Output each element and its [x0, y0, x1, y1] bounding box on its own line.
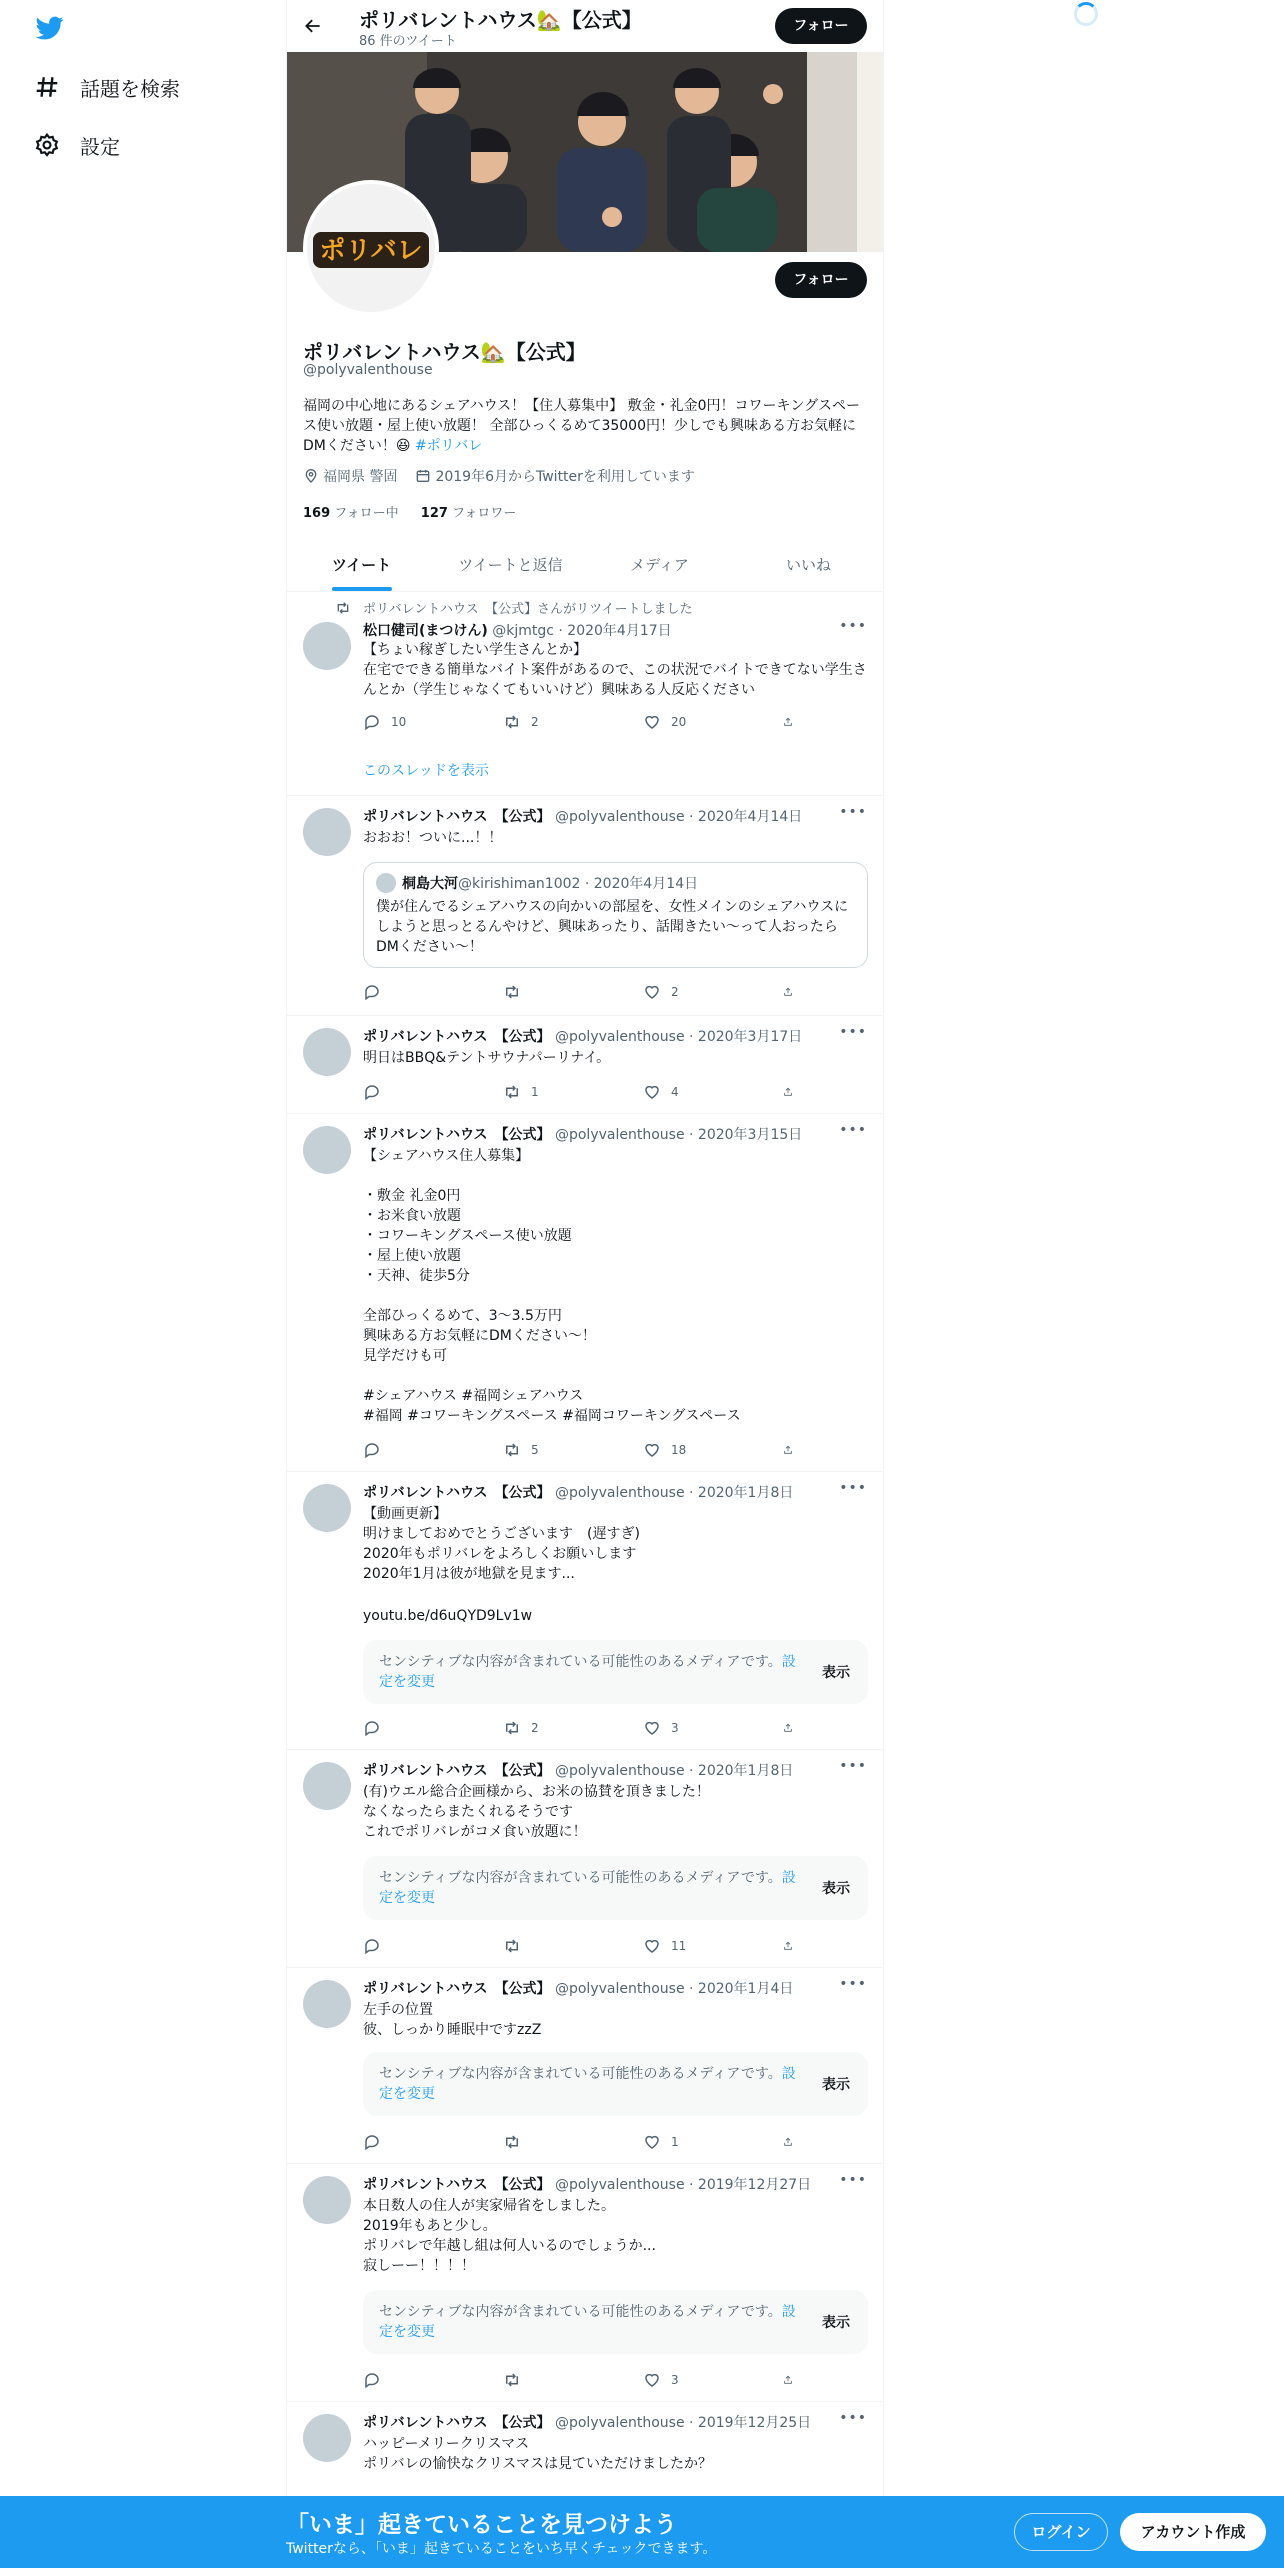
avatar[interactable] — [303, 2414, 351, 2462]
tweet[interactable] — [287, 1472, 883, 1750]
author-name[interactable]: ポリバレントハウス 【公式】 — [363, 1127, 551, 1143]
retweet-context — [363, 598, 693, 617]
avatar[interactable] — [303, 1762, 351, 1810]
change-settings-link[interactable]: 設定を変更 — [379, 1870, 796, 1906]
like-button[interactable] — [643, 2132, 753, 2152]
profile-avatar[interactable] — [303, 180, 439, 316]
reply-button[interactable] — [363, 1082, 473, 1102]
retweet-button[interactable] — [503, 2370, 613, 2390]
author-name[interactable]: ポリバレントハウス 【公式】 — [363, 1763, 551, 1779]
retweet-button[interactable] — [503, 1718, 613, 1738]
profile-bio-text: 福岡の中心地にあるシェアハウス！【住人募集中】 敷金・礼金0円！コワーキングスペース使い放題・屋上使い放題！ 全部ひっくるめて35000円！少しでも興味ある方お気軽にDMください！😆 — [303, 398, 860, 454]
tab-tweets-replies[interactable]: ツイートと返信 — [458, 556, 563, 574]
retweet-icon — [503, 2371, 521, 2389]
followers-link[interactable] — [421, 506, 517, 521]
youtube-link[interactable]: youtu.be/d6uQYD9Lv1w — [363, 1608, 533, 1624]
tweet-header — [363, 806, 802, 826]
sensitive-media-warning — [363, 1856, 868, 1920]
retweet-icon — [335, 600, 351, 616]
avatar[interactable] — [303, 2176, 351, 2224]
share-icon — [783, 713, 793, 731]
tweet[interactable] — [287, 592, 883, 796]
author-name[interactable]: ポリバレントハウス 【公式】 — [363, 1981, 551, 1997]
more-options-icon[interactable]: ••• — [839, 1480, 867, 1496]
tweet[interactable] — [287, 2164, 883, 2402]
sensitive-text — [379, 2064, 799, 2104]
retweet-button[interactable] — [503, 712, 613, 732]
author-name[interactable]: ポリバレントハウス 【公式】 — [363, 2177, 551, 2193]
retweet-button[interactable] — [503, 1936, 613, 1956]
author-name[interactable]: ポリバレントハウス 【公式】 — [363, 809, 551, 825]
change-settings-link[interactable]: 設定を変更 — [379, 2066, 796, 2102]
quoted-tweet-header — [376, 873, 855, 893]
more-options-icon[interactable]: ••• — [839, 1024, 867, 1040]
like-button[interactable] — [643, 982, 753, 1002]
tweet-actions — [363, 1718, 803, 1738]
more-options-icon[interactable]: ••• — [839, 2410, 867, 2426]
sensitive-media-warning — [363, 2052, 868, 2116]
share-icon — [783, 1719, 793, 1737]
show-media-button[interactable]: 表示 — [822, 1881, 850, 1897]
more-options-icon[interactable]: ••• — [839, 1976, 867, 1992]
reply-button[interactable] — [363, 2370, 473, 2390]
nav-explore-label: 話題を検索 — [80, 76, 180, 101]
avatar — [376, 873, 396, 893]
retweet-icon — [503, 1083, 521, 1101]
tweet-text: 本日数人の住人が実家帰省をしました。 2019年もあと少し。 ポリバレで年越し組は何人いるのでしょうか... 寂しーー！！！！ — [363, 2198, 656, 2274]
like-count: 3 — [671, 2373, 679, 2387]
tweet[interactable] — [287, 1016, 883, 1114]
more-options-icon[interactable]: ••• — [839, 2172, 867, 2188]
show-thread-link[interactable]: このスレッドを表示 — [363, 763, 489, 779]
nav-explore[interactable] — [34, 70, 180, 104]
sensitive-media-warning — [363, 1640, 868, 1704]
more-options-icon[interactable]: ••• — [839, 618, 867, 634]
retweet-count: 5 — [531, 1443, 539, 1457]
author-name[interactable]: ポリバレントハウス 【公式】 — [363, 2415, 551, 2431]
sensitive-text — [379, 2302, 799, 2342]
tab-media[interactable]: メディア — [630, 556, 689, 574]
reply-button[interactable] — [363, 1440, 473, 1460]
share-icon — [783, 2133, 793, 2151]
share-button[interactable] — [783, 712, 803, 732]
reply-count: 10 — [391, 715, 407, 729]
like-count: 1 — [671, 2135, 679, 2149]
retweet-icon — [503, 2133, 521, 2151]
retweet-button[interactable] — [503, 1440, 613, 1460]
author-name[interactable]: ポリバレントハウス 【公式】 — [363, 1029, 551, 1045]
left-nav — [0, 0, 286, 2568]
share-button[interactable] — [783, 1936, 803, 1956]
retweet-count: 2 — [531, 1721, 539, 1735]
tweet-header — [363, 1026, 802, 1046]
calendar-icon — [415, 468, 431, 484]
tweet-actions — [363, 2370, 803, 2390]
tweet[interactable] — [287, 1968, 883, 2164]
sensitive-message: センシティブな内容が含まれている可能性のあるメディアです。 — [379, 2066, 782, 2082]
login-button[interactable]: ログイン — [1014, 2513, 1108, 2551]
like-count: 18 — [671, 1443, 687, 1457]
author-name[interactable]: ポリバレントハウス 【公式】 — [363, 1485, 551, 1501]
show-media-button[interactable]: 表示 — [822, 2315, 850, 2331]
tweet-text: おおお！ついに...！！ — [363, 830, 503, 846]
followers-label: フォロワー — [452, 506, 517, 521]
hashtag-links[interactable]: #福岡 #コワーキングスペース #福岡コワーキングスペース — [363, 1408, 741, 1424]
avatar[interactable] — [303, 1126, 351, 1174]
tweet-header — [363, 2412, 811, 2432]
profile-joined: 2019年6月からTwitterを利用しています — [435, 469, 695, 485]
sensitive-message: センシティブな内容が含まれている可能性のあるメディアです。 — [379, 2304, 782, 2320]
profile-handle: @polyvalenthouse — [303, 362, 433, 378]
following-label: フォロー中 — [334, 506, 399, 521]
share-button[interactable] — [783, 1718, 803, 1738]
retweet-button[interactable] — [503, 2132, 613, 2152]
heart-icon — [643, 1719, 661, 1737]
more-options-icon[interactable]: ••• — [839, 1758, 867, 1774]
heart-icon — [643, 1441, 661, 1459]
reply-icon — [363, 2371, 381, 2389]
logo-text: ポリバレ — [319, 236, 423, 266]
sensitive-message: センシティブな内容が含まれている可能性のあるメディアです。 — [379, 1654, 782, 1670]
share-icon — [783, 1083, 793, 1101]
profile-location: 福岡県 警固 — [323, 469, 398, 485]
gear-icon — [34, 132, 60, 158]
reply-icon — [363, 2133, 381, 2151]
tweet-meta: @polyvalenthouse · 2019年12月25日 — [550, 2415, 812, 2431]
share-button[interactable] — [783, 2370, 803, 2390]
tweet-header — [363, 1978, 793, 1998]
like-button[interactable] — [643, 2370, 753, 2390]
like-button[interactable] — [643, 1718, 753, 1738]
like-button[interactable] — [643, 712, 753, 732]
signup-banner — [0, 2496, 1284, 2568]
retweet-icon — [503, 983, 521, 1001]
avatar[interactable] — [303, 1028, 351, 1076]
like-count: 3 — [671, 1721, 679, 1735]
share-button[interactable] — [783, 2132, 803, 2152]
share-icon — [783, 1937, 793, 1955]
header-follow-button[interactable]: フォロー — [775, 8, 867, 44]
reply-button[interactable] — [363, 712, 473, 732]
retweet-icon — [503, 1719, 521, 1737]
quoted-tweet-meta: @kirishiman1002 · 2020年4月14日 — [458, 876, 699, 892]
reply-button[interactable] — [363, 1936, 473, 1956]
share-icon — [783, 1441, 793, 1459]
profile-follow-button[interactable]: フォロー — [775, 262, 867, 298]
hashtag-icon — [34, 74, 60, 100]
twitter-logo-icon[interactable] — [34, 14, 66, 42]
heart-icon — [643, 1937, 661, 1955]
retweet-icon — [503, 1937, 521, 1955]
tweet-meta: @polyvalenthouse · 2020年1月8日 — [550, 1485, 794, 1501]
tweet-meta: @polyvalenthouse · 2020年1月8日 — [550, 1763, 794, 1779]
avatar[interactable] — [303, 1980, 351, 2028]
like-button[interactable] — [643, 1936, 753, 1956]
tweet-text: ハッピーメリークリスマス ポリバレの愉快なクリスマスは見ていただけましたか？ — [363, 2436, 713, 2472]
like-count: 2 — [671, 985, 679, 999]
signup-banner-title: 「いま」起きていることを見つけよう — [286, 2512, 677, 2538]
tweet-actions — [363, 712, 803, 732]
sensitive-text — [379, 1868, 799, 1908]
share-icon — [783, 2371, 793, 2389]
avatar[interactable] — [303, 622, 351, 670]
more-options-icon[interactable]: ••• — [839, 1122, 867, 1138]
followers-count: 127 — [420, 506, 448, 521]
show-media-button[interactable]: 表示 — [822, 1665, 850, 1681]
share-button[interactable] — [783, 1440, 803, 1460]
tweet-header — [363, 1124, 802, 1144]
tweet-meta: @polyvalenthouse · 2020年3月17日 — [550, 1029, 803, 1045]
tweet-header — [363, 1482, 793, 1502]
tab-likes[interactable]: いいね — [785, 556, 831, 574]
following-link[interactable] — [303, 506, 399, 521]
tweet-actions — [363, 982, 803, 1002]
nav-settings[interactable] — [34, 128, 120, 162]
sensitive-message: センシティブな内容が含まれている可能性のあるメディアです。 — [379, 1870, 782, 1886]
retweet-icon — [503, 1441, 521, 1459]
reply-icon — [363, 1719, 381, 1737]
more-options-icon[interactable]: ••• — [839, 804, 867, 820]
retweet-count: 1 — [531, 1085, 539, 1099]
tweet-header — [363, 1760, 793, 1780]
reply-button[interactable] — [363, 982, 473, 1002]
change-settings-link[interactable]: 設定を変更 — [379, 1654, 796, 1690]
change-settings-link[interactable]: 設定を変更 — [379, 2304, 796, 2340]
tweet-meta: @polyvalenthouse · 2020年1月4日 — [550, 1981, 794, 1997]
share-button[interactable] — [783, 1082, 803, 1102]
author-name[interactable]: 松口健司(まつけん) — [363, 623, 488, 639]
retweet-button[interactable] — [503, 1082, 613, 1102]
profile-name: ポリバレントハウス🏡【公式】 — [303, 340, 586, 364]
like-count: 4 — [671, 1085, 679, 1099]
show-media-button[interactable]: 表示 — [822, 2077, 850, 2093]
nav-settings-label: 設定 — [80, 134, 120, 159]
tweet[interactable] — [287, 1750, 883, 1968]
tweet-actions — [363, 2132, 803, 2152]
tweet-meta: @polyvalenthouse · 2020年3月15日 — [550, 1127, 803, 1143]
location-pin-icon — [303, 468, 319, 484]
avatar[interactable] — [303, 808, 351, 856]
avatar[interactable] — [303, 1484, 351, 1532]
heart-icon — [643, 2371, 661, 2389]
tweet-text: 左手の位置 彼、しっかり睡眠中ですzzZ — [363, 2002, 542, 2038]
tweet-text: 明日はBBQ&テントサウナパーリナイ。 — [363, 1050, 611, 1066]
following-count: 169 — [303, 506, 331, 521]
tweet-meta: @kjmtgc · 2020年4月17日 — [487, 623, 672, 639]
back-arrow-icon[interactable] — [299, 12, 327, 40]
like-count: 20 — [671, 715, 687, 729]
quoted-author-name: 桐島大河 — [402, 876, 458, 892]
tab-tweets[interactable]: ツイート — [287, 540, 436, 591]
share-button[interactable] — [783, 982, 803, 1002]
tweet-text: 【シェアハウス住人募集】 ・敷金 礼金0円 ・お米食い放題 ・コワーキングスペース使い放題 ・屋上使い放題 ・天神、徒歩5分 全部ひっくるめて、3〜3.5万円 興味ある方お気軽にDMください〜！ 見学だけも可 — [363, 1148, 596, 1364]
tweet-text: 【ちょい稼ぎしたい学生さんとか】 在宅でできる簡単なバイト案件があるので、この状況でバイトできてない学生さんとか（学生じゃなくてもいいけど）興味ある人反応ください — [363, 642, 867, 698]
reply-button[interactable] — [363, 1718, 473, 1738]
tweet-header — [363, 620, 672, 640]
heart-icon — [643, 713, 661, 731]
like-button[interactable] — [643, 1082, 753, 1102]
profile-tabs — [287, 540, 883, 592]
header-title: ポリバレントハウス🏡【公式】 — [359, 8, 642, 32]
reply-icon — [363, 1441, 381, 1459]
profile-bio — [303, 396, 863, 456]
sensitive-media-warning — [363, 2290, 868, 2354]
reply-icon — [363, 1937, 381, 1955]
quoted-tweet-text: 僕が住んでるシェアハウスの向かいの部屋を、女性メインのシェアハウスにしようと思っとるんやけど、興味あったり、話聞きたい〜って人おったらDMください〜！ — [376, 899, 849, 955]
reply-icon — [363, 1083, 381, 1101]
sensitive-text — [379, 1652, 799, 1692]
profile-counts — [303, 502, 516, 521]
tweet-text: (有)ウエル総合企画様から、お米の協賛を頂きました！ なくなったらまたくれるそうです これでポリバレがコメ食い放題に！ — [363, 1784, 710, 1840]
tweet[interactable] — [287, 796, 883, 1016]
tweet-actions — [363, 1440, 803, 1460]
share-icon — [783, 983, 793, 1001]
reply-button[interactable] — [363, 2132, 473, 2152]
profile-header-bar — [287, 0, 883, 52]
retweet-count: 2 — [531, 715, 539, 729]
tweet-text: 【動画更新】 明けましておめでとうございます (遅すぎ) 2020年もポリバレをよろしくお願いします 2020年1月は彼が地獄を見ます... — [363, 1506, 640, 1582]
main-column — [286, 0, 884, 2568]
like-button[interactable] — [643, 1440, 753, 1460]
retweet-icon — [503, 713, 521, 731]
retweet-context-label: ポリバレントハウス 【公式】さんがリツイートしました — [363, 602, 693, 617]
header-tweet-count: 86 件のツイート — [359, 34, 457, 49]
retweet-button[interactable] — [503, 982, 613, 1002]
bio-hashtag-link[interactable]: #ポリバレ — [414, 438, 483, 454]
tweet-actions — [363, 1082, 803, 1102]
heart-icon — [643, 983, 661, 1001]
profile-meta — [303, 466, 695, 486]
quoted-tweet[interactable] — [363, 862, 868, 968]
tweet-header — [363, 2174, 811, 2194]
reply-icon — [363, 713, 381, 731]
tweet[interactable] — [287, 1114, 883, 1472]
signup-button[interactable]: アカウント作成 — [1120, 2513, 1266, 2551]
heart-icon — [643, 1083, 661, 1101]
tweet-actions — [363, 1936, 803, 1956]
loading-spinner-icon — [1074, 2, 1098, 26]
like-count: 11 — [671, 1939, 687, 1953]
signup-banner-subtitle: Twitterなら、「いま」起きていることをいち早くチェックできます。 — [286, 2541, 717, 2557]
reply-icon — [363, 983, 381, 1001]
hashtag-links[interactable]: #シェアハウス #福岡シェアハウス — [363, 1388, 584, 1404]
heart-icon — [643, 2133, 661, 2151]
tweet-meta: @polyvalenthouse · 2020年4月14日 — [550, 809, 803, 825]
tweet-meta: @polyvalenthouse · 2019年12月27日 — [550, 2177, 812, 2193]
